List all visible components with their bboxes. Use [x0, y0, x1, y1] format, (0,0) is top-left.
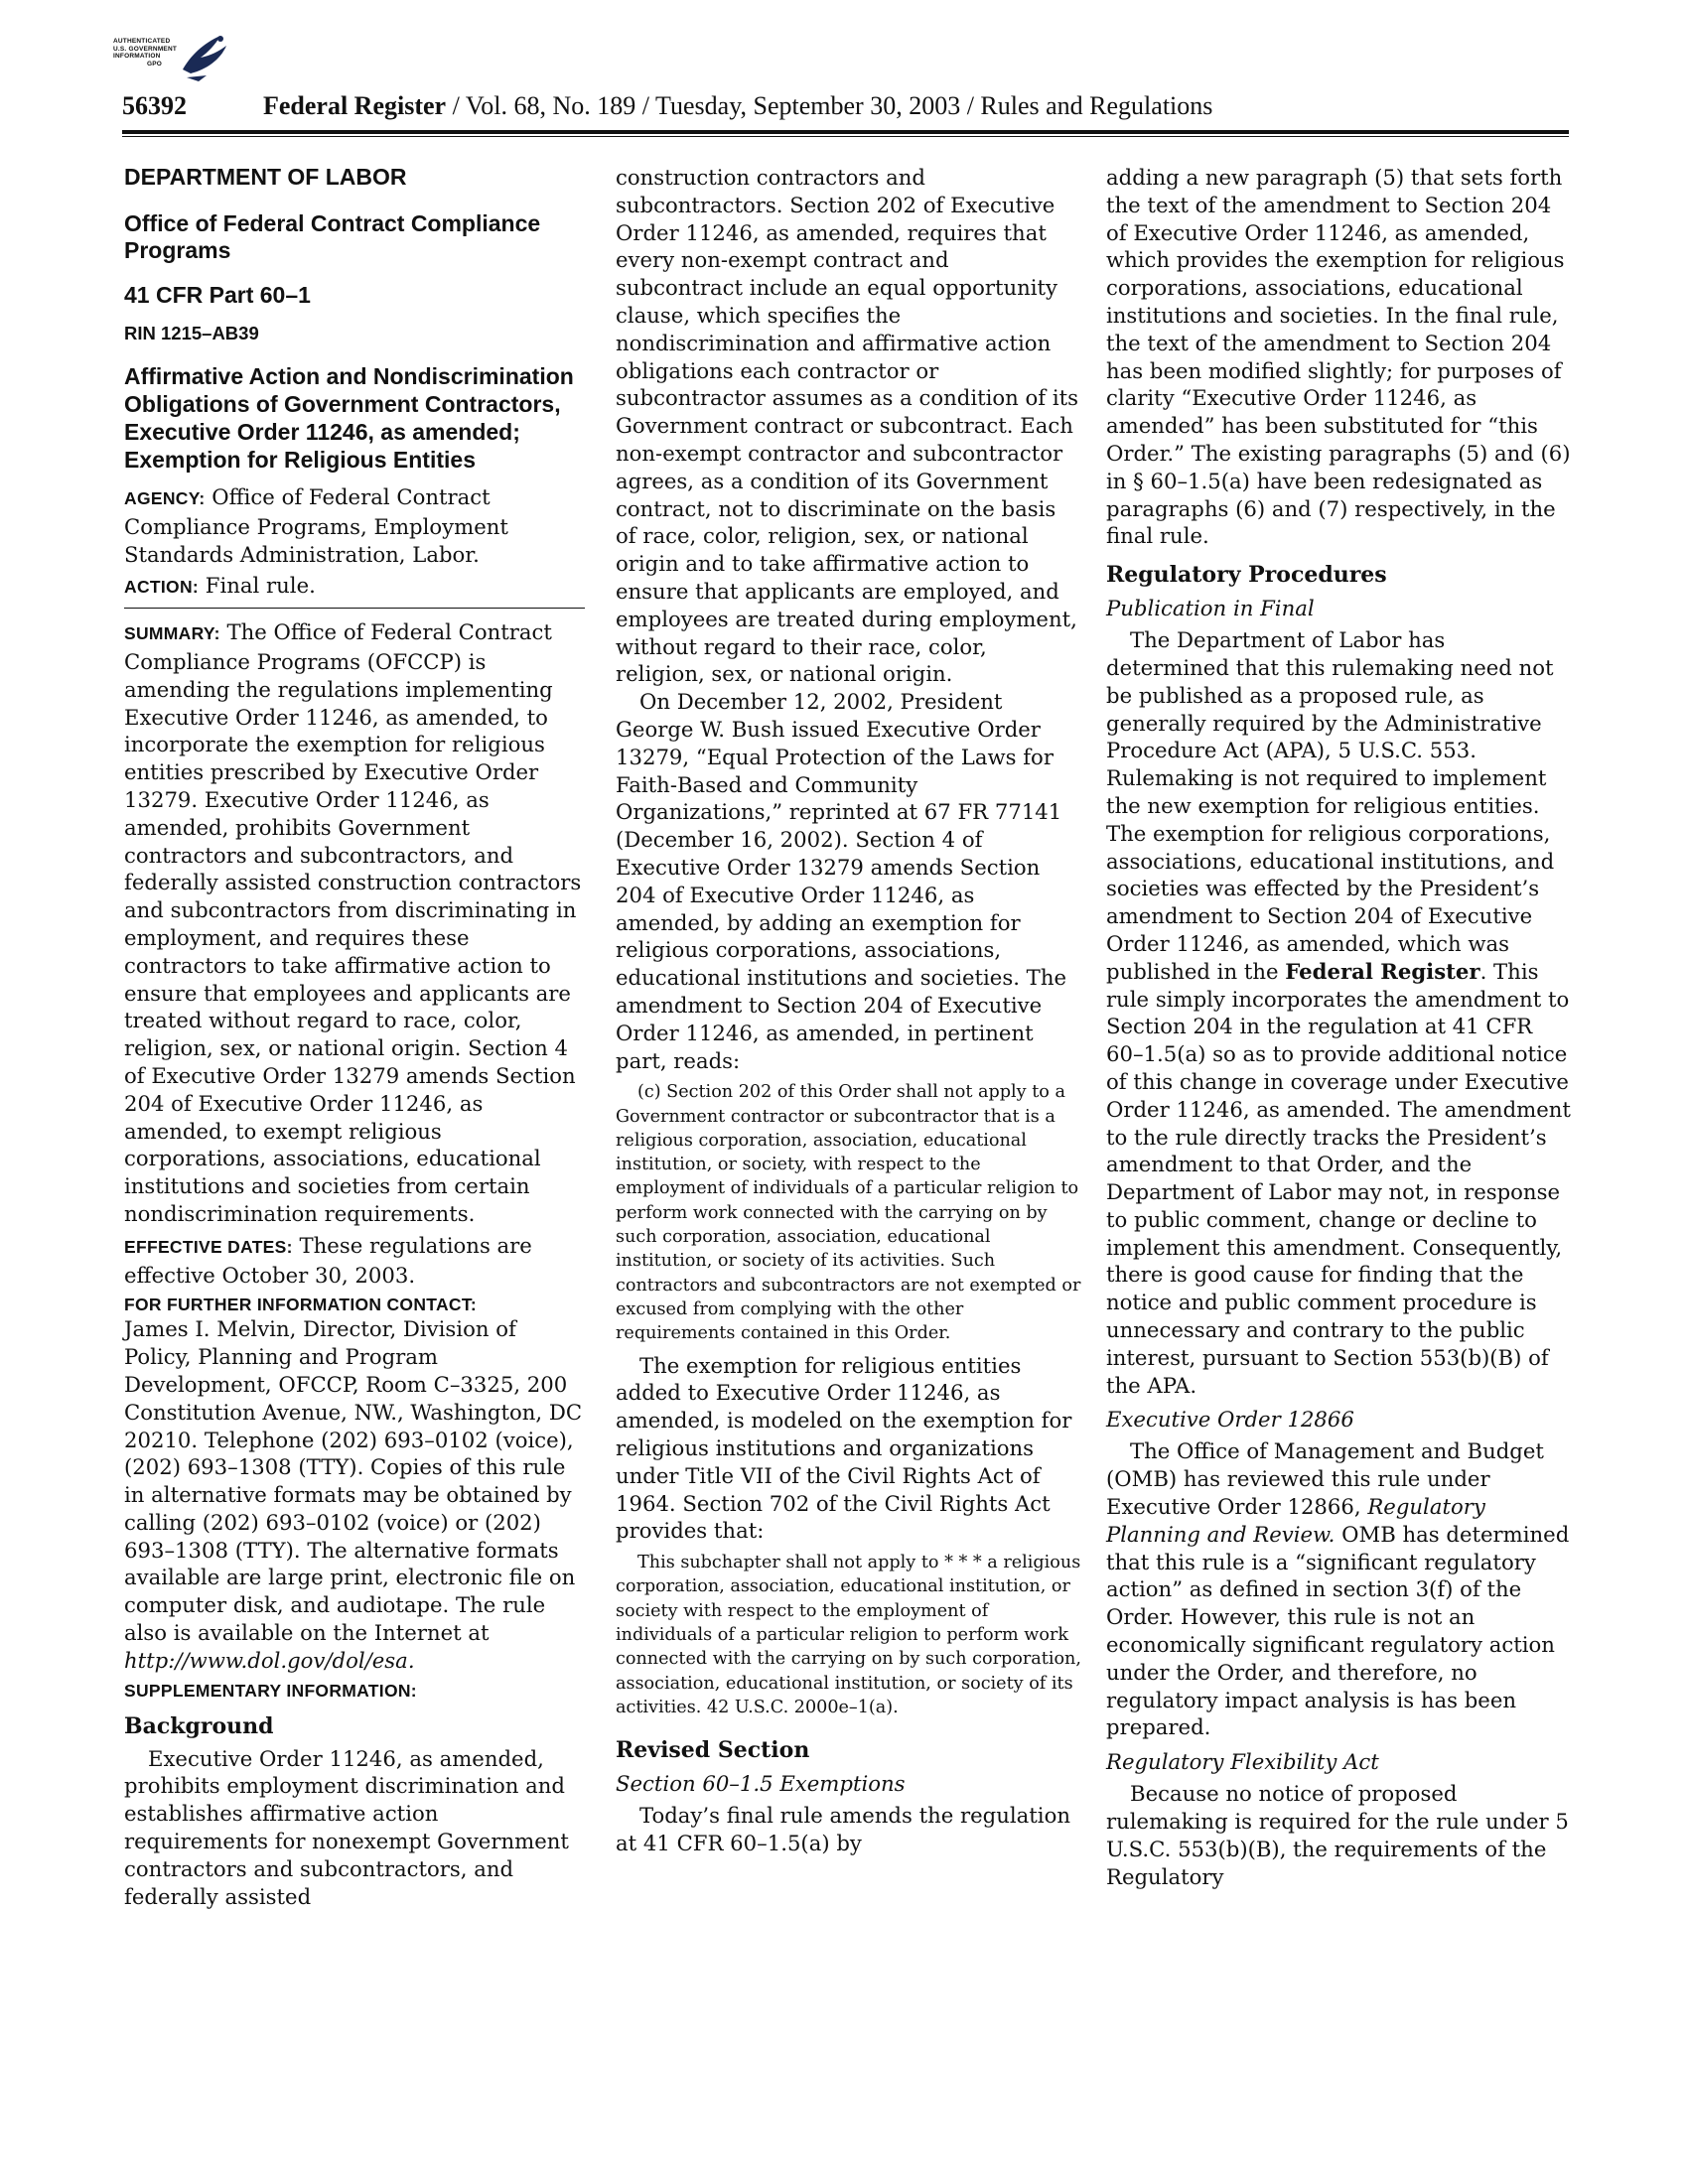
block-quote: This subchapter shall not apply to * * * a religious corporation, association, educational institution, or society with respect to the employment of individuals of a particular religion to perform work connected with the carrying on by such corporation, association, educational institution, or society of its activities. 42 U.S.C. 2000e–1(a).	[616, 1553, 1081, 1717]
contact-url[interactable]: http://www.dol.gov/dol/esa.	[124, 1647, 415, 1673]
department-name: DEPARTMENT OF LABOR	[124, 164, 407, 190]
paragraph: The exemption for religious entities added to Executive Order 11246, as amended, is modeled on the exemption for religious institutions and organizations under Title VII of the Civil Rights Act of 1964. Section 702 of the Civil Rights Act provides that:	[616, 1352, 1072, 1544]
effective-dates-paragraph: EFFECTIVE DATES: These regulations are effective October 30, 2003.	[124, 1232, 532, 1288]
background-paragraph: Executive Order 11246, as amended, prohibits employment discrimination and establishes affirmative action requirements for nonexempt Government contractors and subcontractors, and federally assisted	[124, 1745, 569, 1909]
contact-paragraph: James I. Melvin, Director, Division of Policy, Planning and Program Development, OFCCP, Room C–3325, 200 Constitution Avenue, NW., Washington, DC 20210. Telephone (202) 693–0102 (voice), (202) 693–1308 (TTY). Copies of this rule in alternative formats may be obtained by calling (202) 693–0102 (voice) or (202) 693–1308 (TTY). The alternative formats available are large print, electronic file on computer disk, and audiotape. The rule also is available on the Internet at http://www.dol.gov/dol/esa.	[124, 1316, 583, 1673]
regulatory-procedures-heading: Regulatory Procedures	[1106, 562, 1387, 589]
summary-paragraph: SUMMARY: The Office of Federal Contract Compliance Programs (OFCCP) is amending the regulations implementing Executive Order 11246, as amended, to incorporate the exemption for religious entities prescribed by Executive Order 13279. Executive Order 11246, as amended, prohibits Government contractors and subcontractors, and federally assisted construction contractors and subcontractors from discriminating in employment, and requires these contractors to take affirmative action to ensure that employees and applicants are treated without regard to race, color, religion, sex, or national origin. Section 4 of Executive Order 13279 amends Section 204 of Executive Order 11246, as amended, to exempt religious corporations, associations, educational institutions and societies from certain nondiscrimination requirements.	[124, 619, 582, 1226]
action-label: ACTION:	[124, 577, 200, 598]
section-60-1-5-heading: Section 60–1.5 Exemptions	[616, 1771, 906, 1797]
gpo-authentication-logo	[113, 30, 232, 91]
logo-line-2: U.S. GOVERNMENT	[113, 45, 178, 53]
eagle-icon	[177, 30, 232, 85]
cfr-part: 41 CFR Part 60–1	[124, 282, 311, 308]
page-number: 56392	[122, 91, 187, 120]
agency-label: AGENCY:	[124, 488, 206, 508]
publication-in-final-heading: Publication in Final	[1106, 596, 1315, 621]
column-2	[616, 164, 1082, 2030]
section-divider	[124, 608, 585, 609]
header-citation	[263, 91, 1212, 121]
publication-name: Federal Register	[263, 91, 447, 120]
logo-line-1: AUTHENTICATED	[113, 38, 171, 45]
running-header	[122, 91, 1569, 127]
effective-dates-label: EFFECTIVE DATES:	[124, 1236, 293, 1257]
logo-line-3: INFORMATION	[113, 53, 161, 60]
revised-section-heading: Revised Section	[616, 1737, 810, 1764]
document-title: Affirmative Action and Nondiscrimination Obligations of Government Contractors, Executive Order 11246, as amended; Exemption for Religious Entities	[124, 363, 574, 473]
issue-info: / Vol. 68, No. 189 / Tuesday, September 30, 2003 / Rules and Regulations	[446, 91, 1213, 120]
executive-order-12866-heading: Executive Order 12866	[1106, 1407, 1354, 1433]
header-rule-thick	[122, 130, 1569, 134]
background-heading: Background	[124, 1712, 274, 1739]
action-paragraph: ACTION: Final rule.	[124, 573, 316, 599]
column-1	[124, 164, 585, 2030]
paragraph: Because no notice of proposed rulemaking is required for the rule under 5 U.S.C. 553(b)(B), the requirements of the Regulatory	[1106, 1781, 1569, 1889]
paragraph: adding a new paragraph (5) that sets forth the text of the amendment to Section 204 of Executive Order 11246, as amended, which provides the exemption for religious corporations, associations, educational institutions and societies. In the final rule, the text of the amendment to Section 204 has been modified slightly; for purposes of clarity “Executive Order 11246, as amended” has been substituted for “this Order.” The existing paragraphs (5) and (6) in § 60–1.5(a) have been redesignated as paragraphs (6) and (7) respectively, in the final rule.	[1106, 165, 1571, 549]
paragraph: construction contractors and subcontractors. Section 202 of Executive Order 11246, as amended, requires that every non-exempt contract and subcontract include an equal opportunity clause, which specifies the nondiscrimination and affirmative action obligations each contractor or subcontractor assumes as a condition of its Government contract or subcontract. Each non-exempt contractor and subcontractor agrees, as a condition of its Government contract, not to discriminate on the basis of race, color, religion, sex, or national origin and to take affirmative action to ensure that applicants are employed, and employees are treated during employment, without regard to their race, color, religion, sex, or national origin.	[616, 165, 1079, 687]
office-name: Office of Federal Contract Compliance Programs	[124, 210, 541, 263]
contact-label: FOR FURTHER INFORMATION CONTACT:	[124, 1295, 478, 1315]
paragraph: The Department of Labor has determined that this rulemaking need not be published as a proposed rule, as generally required by the Administrative Procedure Act (APA), 5 U.S.C. 553. Rulemaking is not required to implement the new exemption for religious entities. The exemption for religious corporations, associations, educational institutions, and societies was effected by the President’s amendment to Section 204 of Executive Order 11246, as amended, which was published in the Federal Register. This rule simply incorporates the amendment to Section 204 in the regulation at 41 CFR 60–1.5(a) so as to provide additional notice of this change in coverage under Executive Order 11246, as amended. The amendment to the rule directly tracks the President’s amendment to that Order, and the Department of Labor may not, in response to public comment, change or decline to implement this amendment. Consequently, there is good cause for finding that the notice and public comment procedure is unnecessary and contrary to the public interest, pursuant to Section 553(b)(B) of the APA.	[1106, 627, 1571, 1398]
header-rule-thin	[122, 136, 1569, 137]
paragraph: On December 12, 2002, President George W. Bush issued Executive Order 13279, “Equal Protection of the Laws for Faith-Based and Community Organizations,” reprinted at 67 FR 77141 (December 16, 2002). Section 4 of Executive Order 13279 amends Section 204 of Executive Order 11246, as amended, by adding an exemption for religious corporations, associations, educational institutions and societies. The amendment to Section 204 of Executive Order 11246, as amended, in pertinent part, reads:	[616, 689, 1067, 1073]
paragraph: The Office of Management and Budget (OMB) has reviewed this rule under Executive Order 12866, Regulatory Planning and Review. OMB has determined that this rule is a “significant regulatory action” as defined in section 3(f) of the Order. However, this rule is not an economically significant regulatory action under the Order, and therefore, no regulatory impact analysis is has been prepared.	[1106, 1438, 1570, 1740]
supplementary-label: SUPPLEMENTARY INFORMATION:	[124, 1680, 417, 1701]
regulatory-flexibility-act-heading: Regulatory Flexibility Act	[1106, 1749, 1379, 1775]
column-3	[1106, 164, 1573, 2030]
paragraph: Today’s final rule amends the regulation at 41 CFR 60–1.5(a) by	[616, 1803, 1070, 1856]
rin-number: RIN 1215–AB39	[124, 323, 259, 343]
logo-line-4: GPO	[147, 60, 163, 68]
agency-paragraph: AGENCY: Office of Federal Contract Compliance Programs, Employment Standards Administration, Labor.	[124, 484, 508, 567]
summary-label: SUMMARY:	[124, 623, 220, 644]
federal-register-bold: Federal Register	[1285, 958, 1480, 984]
block-quote: (c) Section 202 of this Order shall not apply to a Government contractor or subcontractor that is a religious corporation, association, educational institution, or society, with respect to the employment of individuals of a particular religion to perform work connected with the carrying on by such corporation, association, educational institution, or society of its activities. Such contractors and subcontractors are not exempted or excused from complying with the other requirements contained in this Order.	[616, 1082, 1081, 1344]
